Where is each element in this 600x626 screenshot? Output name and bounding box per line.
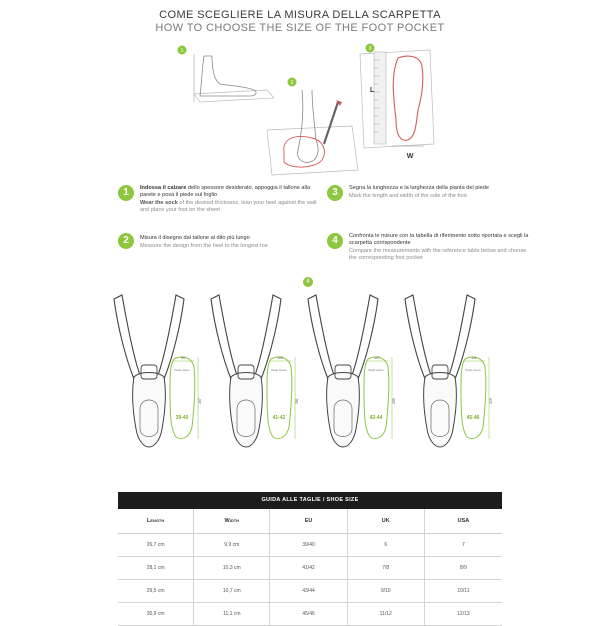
foot-pocket — [327, 373, 360, 448]
cell-eu: 41/42 — [302, 565, 315, 571]
fin-size-label: 45-46 — [466, 415, 480, 421]
fin-length-label: 281 — [295, 398, 299, 404]
fin-size-label: 39-40 — [175, 415, 189, 421]
cell-usa: 10/11 — [457, 588, 470, 594]
width-marker-label: W — [406, 153, 414, 160]
step-3-illustration — [360, 44, 434, 161]
step-4-it-text: Confronta le misure con la tabella di riferimento sotto riportata e scegli la scarpetta corrispondente — [349, 233, 529, 246]
step-1-en-bold: Wear the sock — [140, 200, 178, 206]
fin-width-label: 103 — [277, 356, 283, 360]
fin-length-label: 267 — [198, 398, 202, 404]
cell-length: 28,1 cm — [146, 565, 165, 571]
step-number-badge: 4 — [327, 233, 343, 249]
fin-inner-label: Piede interno — [271, 369, 287, 372]
cell-eu: 39/40 — [302, 542, 315, 548]
cell-usa: 8/9 — [459, 565, 467, 571]
cell-usa: 12/13 — [457, 611, 470, 617]
fin-width-label: 111 — [471, 356, 477, 360]
cell-usa: 7 — [462, 542, 465, 548]
size-table-title: GUIDA ALLE TAGLIE / SHOE SIZE — [118, 492, 502, 509]
title-italian: COME SCEGLIERE LA MISURA DELLA SCARPETTA — [159, 9, 441, 21]
step-number-badge: 3 — [327, 185, 343, 201]
fin-blade-left — [308, 295, 334, 379]
cell-uk: 7/8 — [382, 565, 390, 571]
fin-2 — [211, 295, 299, 447]
cell-width: 10,3 cm — [222, 565, 241, 571]
fin-blade-left — [114, 295, 140, 379]
fins-diagram — [110, 289, 505, 474]
illus-step-3-label: 3 — [368, 46, 372, 52]
table-row — [118, 603, 502, 626]
step-1-it-bold: Indossa il calzare — [140, 185, 187, 191]
fin-width-label: 99 — [181, 356, 185, 360]
header-length: Length — [146, 518, 165, 524]
cell-length: 30,9 cm — [146, 611, 165, 617]
fin-length-label: 309 — [489, 398, 493, 404]
fin-inner-label: Piede interno — [465, 369, 481, 372]
fin-3 — [308, 295, 396, 447]
fin-blade-left — [211, 295, 237, 379]
header-width: Width — [224, 518, 240, 524]
fin-length-label: 295 — [392, 398, 396, 404]
title-english: HOW TO CHOOSE THE SIZE OF THE FOOT POCKET — [155, 22, 445, 34]
cell-width: 11,1 cm — [223, 611, 241, 617]
step-1-en-text: of the desired thickness, lean your heel against the wall and place your foot on the sheet — [140, 200, 317, 213]
foot-pocket — [133, 373, 166, 448]
step-2-en-text: Measure the design from the heel to the longest toe — [140, 243, 268, 249]
cell-uk: 9/10 — [380, 588, 391, 594]
fin-size-label: 43-44 — [369, 415, 383, 421]
step-4-en-text: Compare the measurements with the reference table below and choose the corresponding foot pocket — [349, 248, 527, 261]
fin-blade-left — [405, 295, 431, 379]
cell-width: 9,9 cm — [224, 542, 240, 548]
fin-4 — [405, 295, 493, 447]
header-uk: UK — [381, 518, 390, 524]
measuring-illustration — [172, 40, 442, 205]
fins-step-badge: 4 — [303, 277, 313, 287]
cell-eu: 45/46 — [302, 611, 315, 617]
table-header-row — [118, 509, 502, 534]
fin-width-label: 107 — [374, 356, 380, 360]
cell-eu: 43/44 — [302, 588, 315, 594]
fin-inner-label: Piede interno — [174, 369, 190, 372]
illus-step-1-label: 1 — [180, 48, 184, 54]
header-eu: EU — [304, 518, 313, 524]
step-1-it-text: dello spessore desiderato, appoggia il tallone alla parete e posa il piede sul foglio — [140, 185, 311, 198]
cell-width: 10,7 cm — [222, 588, 241, 594]
header-usa: USA — [457, 518, 470, 524]
step-2-it-text: Misura il disegno dal tallone al dito più lungo — [140, 235, 250, 241]
fin-size-label: 41-42 — [272, 415, 286, 421]
step-2-illustration — [267, 78, 358, 176]
illus-step-2-label: 2 — [290, 80, 294, 86]
step-number-badge: 1 — [118, 185, 134, 201]
foot-pocket — [230, 373, 263, 448]
length-marker-label: L — [370, 87, 375, 94]
cell-length: 29,5 cm — [146, 588, 165, 594]
table-row — [118, 534, 502, 557]
cell-length: 26,7 cm — [146, 542, 165, 548]
table-row — [118, 557, 502, 580]
fin-1 — [114, 295, 202, 447]
size-table — [118, 492, 502, 626]
cell-uk: 11/12 — [379, 611, 392, 617]
step-1-illustration — [178, 46, 275, 103]
cell-uk: 6 — [384, 542, 388, 548]
step-3-it-text: Segna la lunghezza e la larghezza della pianta del piede — [349, 185, 489, 191]
step-3-en-text: Mark the length and width of the sole of the foot — [349, 193, 467, 199]
fin-inner-label: Piede interno — [368, 369, 384, 372]
step-number-badge: 2 — [118, 233, 134, 249]
foot-pocket — [424, 373, 457, 448]
